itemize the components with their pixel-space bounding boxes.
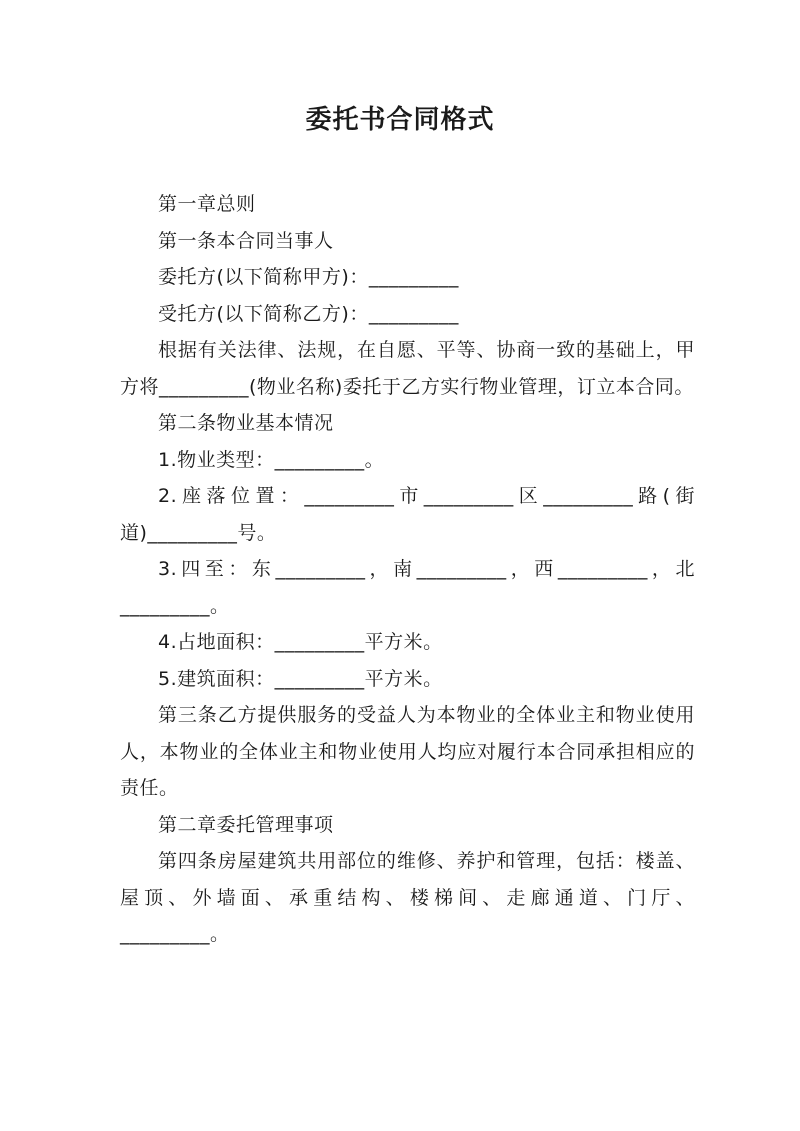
list-item: 2.座落位置：_________市_________区_________路(街道)_________号。	[120, 485, 695, 544]
paragraph: 委托方(以下简称甲方)：_________	[158, 266, 459, 288]
list-item: 3.四至：东_________，南_________，西_________，北_________。	[120, 558, 695, 617]
chapter-heading: 第二章委托管理事项	[158, 813, 334, 836]
article-heading: 第一条本合同当事人	[158, 229, 334, 252]
chapter-heading: 第一章总则	[158, 193, 256, 215]
document-title: 委托书合同格式	[305, 105, 495, 135]
list-item: 4.占地面积：_________平方米。	[158, 631, 443, 653]
paragraph: 第四条房屋建筑共用部位的维修、养护和管理，包括：楼盖、屋顶、外墙面、承重结构、楼梯间、走廊通道、门厅、_________。	[120, 850, 695, 945]
paragraph: 受托方(以下简称乙方)：_________	[158, 302, 459, 325]
paragraph: 第三条乙方提供服务的受益人为本物业的全体业主和物业使用人，本物业的全体业主和物业使用人均应对履行本合同承担相应的责任。	[120, 704, 695, 799]
document-body	[120, 186, 695, 953]
list-item: 5.建筑面积：_________平方米。	[158, 667, 443, 690]
article-heading: 第二条物业基本情况	[158, 412, 334, 434]
list-item: 1.物业类型：_________。	[158, 448, 385, 471]
paragraph: 根据有关法律、法规，在自愿、平等、协商一致的基础上，甲方将_________(物业名称)委托于乙方实行物业管理，订立本合同。	[120, 339, 695, 398]
